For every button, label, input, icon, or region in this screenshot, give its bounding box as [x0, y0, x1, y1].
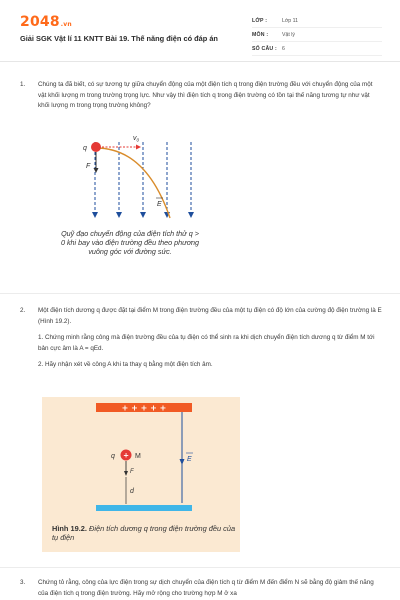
question-number: 2.: [20, 307, 26, 314]
field-lines: [95, 142, 191, 214]
divider: [0, 567, 400, 568]
question-text: Một điện tích dương q được đặt tại điểm M trong điện trường đều của một tụ điện có độ lớn của cường độ điện trường là E (Hình 19.2).: [38, 307, 382, 325]
meta-key: SỐ CÂU :: [252, 45, 277, 52]
meta-value: 6: [282, 45, 285, 52]
question-1: [20, 80, 382, 112]
meta-row-count: [252, 42, 382, 56]
logo-main: 2048: [20, 14, 60, 30]
question-2: [20, 306, 382, 371]
question-3: [20, 578, 382, 599]
question-number: 3.: [20, 579, 26, 586]
figure-number: Hình 19.2.: [52, 524, 87, 533]
meta-key: LỚP :: [252, 17, 268, 24]
figure-1-caption: Quỹ đạo chuyển động của điện tích thử q > 0 khi bay vào điện trường đều theo phương vuông góc với đường sức.: [60, 229, 200, 256]
meta-key: MÔN :: [252, 31, 269, 38]
question-part-2: 2. Hãy nhận xét về công A khi ta thay q bằng một điện tích âm.: [38, 361, 213, 368]
question-text: Chúng ta đã biết, có sự tương tự giữa chuyển động của một điện tích q trong điện trường đều với chuyển động của một vật khối lượng m trong trường trọng lực. Như vậy thì điện tích q trong điện trường có tồn tại thế năng tương tự như vật khối lượng m trong trọng trường không?: [38, 81, 373, 109]
logo-sub: .vn: [60, 21, 72, 28]
plate-charges: + + + + +: [121, 403, 167, 413]
point-label: M: [135, 453, 141, 460]
document-title: Giải SGK Vật lí 11 KNTT Bài 19. Thế năng điện có đáp án: [20, 34, 218, 43]
charge-sign: +: [123, 451, 129, 460]
field-label: E: [157, 201, 162, 208]
field-arrowheads: [92, 212, 194, 218]
meta-row-class: [252, 14, 382, 28]
figure-caption-text: Điện tích dương q trong điện trường đều của tụ điện: [52, 524, 236, 542]
charge-label: q: [83, 145, 87, 152]
charge-label: q: [111, 453, 115, 460]
figure-2-caption: [52, 524, 236, 542]
negative-plate: [96, 505, 192, 511]
charge-q: [91, 142, 101, 152]
force-label: F: [130, 469, 134, 475]
meta-row-subject: [252, 28, 382, 42]
site-logo[interactable]: [20, 14, 72, 30]
field-label: E: [187, 456, 192, 463]
question-text: Chứng tỏ rằng, công của lực điện trong sự dịch chuyển của điện tích q từ điểm M đến điểm N sẽ bằng độ giảm thế năng của điện tích q trong điện trường. Hãy mở rộng cho trường hợp M ở xa: [38, 579, 374, 597]
velocity-label: $v_0$: [133, 135, 140, 143]
question-number: 1.: [20, 81, 26, 88]
divider: [0, 293, 400, 294]
distance-label: d: [130, 488, 134, 495]
page-header: [0, 0, 400, 62]
question-part-1: 1. Chứng minh rằng công mà điện trường đều của tụ điện có thể sinh ra khi dịch chuyển điện tích dương q từ điểm M tới bản cực âm là A = qEd.: [38, 334, 375, 352]
force-label: F: [86, 163, 91, 170]
meta-value: Vật lý: [282, 31, 295, 38]
meta-table: [252, 14, 382, 56]
meta-value: Lớp 11: [282, 17, 298, 24]
